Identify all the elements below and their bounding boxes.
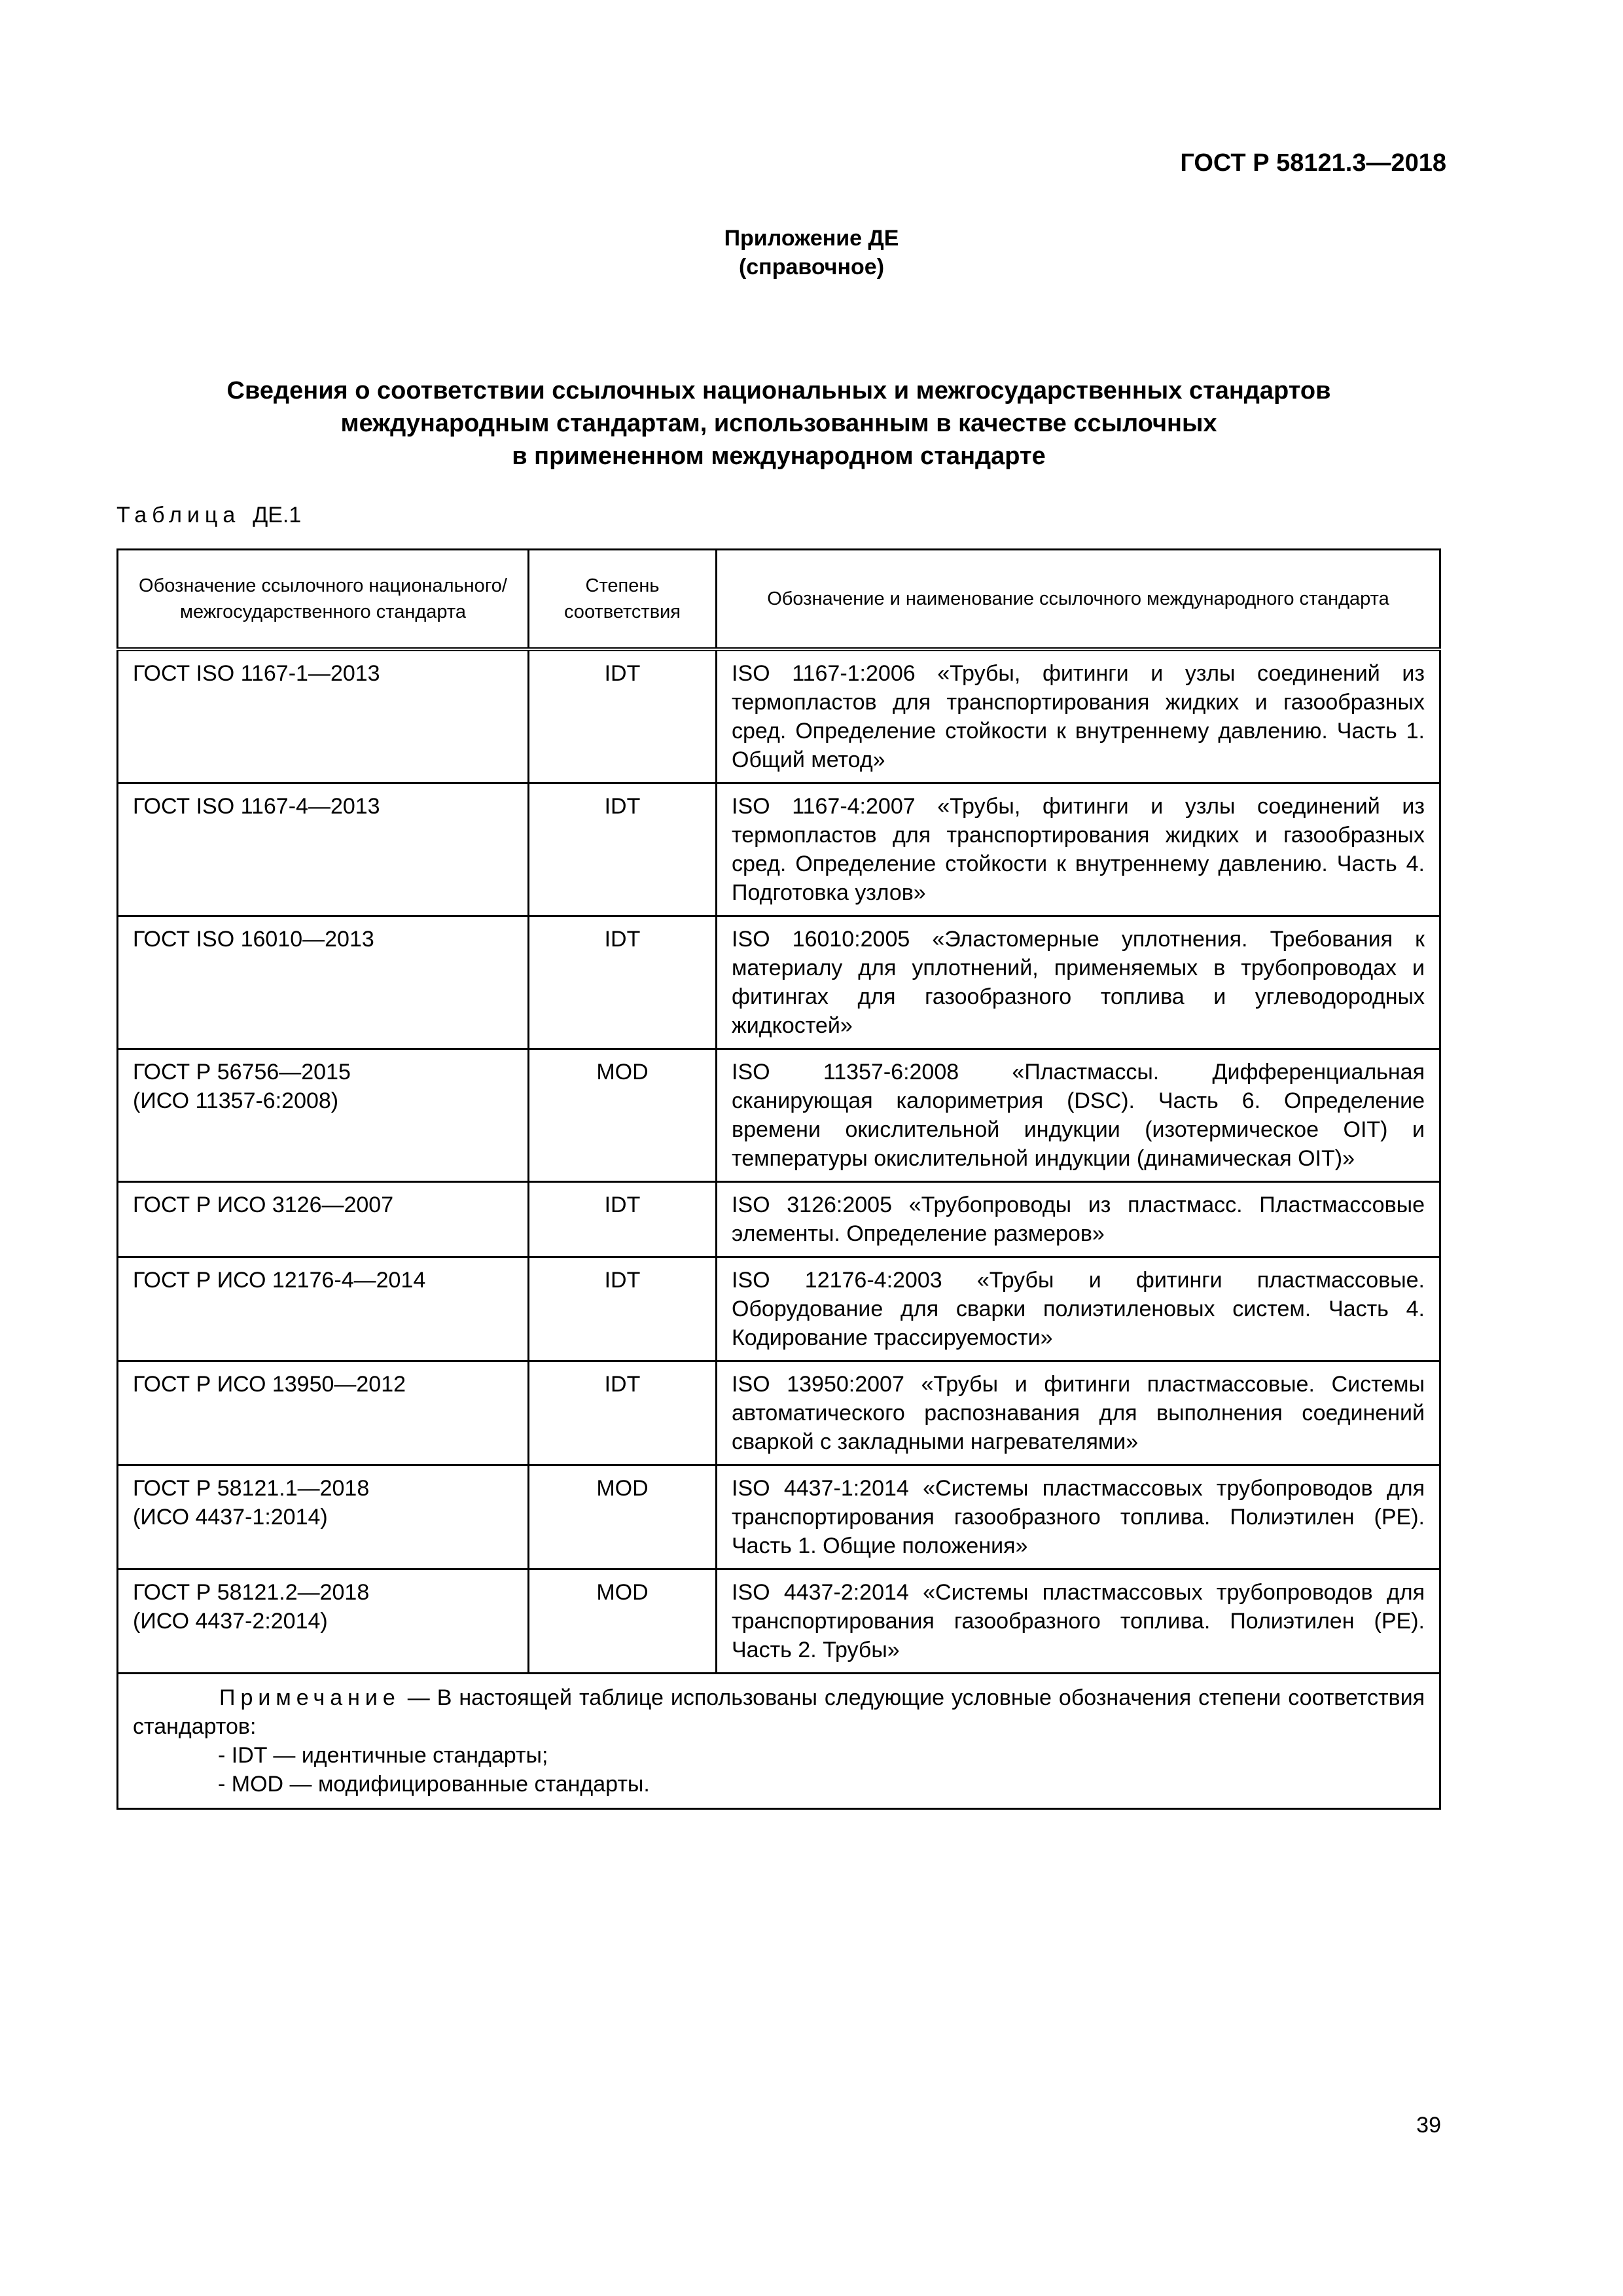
national-standard-line: ГОСТ Р ИСО 3126—2007 [133, 1193, 394, 1217]
title-line: международным стандартам, использованным в качестве ссылочных [340, 410, 1217, 437]
international-standard-cell: ISO 1167-1:2006 «Трубы, фитинги и узлы соединений из термопластов для транспортирования жидких и газообразных сред. Определение стойкости к внутреннему давлению. Часть 1. Общий метод» [717, 649, 1440, 783]
note-item-idt: - IDT — идентичные стандарты; [218, 1743, 548, 1768]
section-title [0, 374, 1558, 473]
degree-cell: MOD [529, 1570, 717, 1674]
national-standard-cell [118, 1465, 529, 1570]
header-degree: Степень соответствия [529, 550, 717, 650]
international-standard-cell: ISO 4437-1:2014 «Системы пластмассовых трубопроводов для транспортирования газообразного топлива. Полиэтилен (PE). Часть 1. Общие положения» [717, 1465, 1440, 1570]
international-standard-cell: ISO 12176-4:2003 «Трубы и фитинги пластмассовые. Оборудование для сварки полиэтиленовых систем. Часть 4. Кодирование трассируемости» [717, 1257, 1440, 1361]
national-standard-line: ГОСТ ISO 16010—2013 [133, 927, 374, 952]
degree-cell: IDT [529, 916, 717, 1049]
national-standard-cell [118, 1182, 529, 1257]
annex-type: (справочное) [738, 255, 885, 279]
degree-cell: IDT [529, 1361, 717, 1465]
standards-table [116, 548, 1441, 1810]
national-standard-line: (ИСО 4437-1:2014) [133, 1505, 328, 1530]
international-standard-cell: ISO 11357-6:2008 «Пластмассы. Дифференциальная сканирующая калориметрия (DSC). Часть 6. Определение времени окислительной индукции (изотермическое OIT) и температуры окислительной индукции (динамическая OIT)» [717, 1049, 1440, 1182]
international-standard-cell: ISO 1167-4:2007 «Трубы, фитинги и узлы соединений из термопластов для транспортирования жидких и газообразных сред. Определение стойкости к внутреннему давлению. Часть 4. Подготовка узлов» [717, 783, 1440, 916]
title-line: Сведения о соответствии ссылочных национальных и межгосударственных стандартов [226, 377, 1331, 404]
table-note-row [118, 1674, 1440, 1809]
national-standard-line: (ИСО 11357-6:2008) [133, 1088, 339, 1113]
table-row [118, 649, 1440, 783]
national-standard-cell [118, 916, 529, 1049]
title-line: в примененном международном стандарте [512, 442, 1046, 470]
table-row [118, 1570, 1440, 1674]
annex-heading [0, 224, 1623, 281]
degree-cell: IDT [529, 649, 717, 783]
note-label: Примечание [219, 1685, 401, 1710]
table-header-row [118, 550, 1440, 650]
national-standard-line: ГОСТ Р 58121.1—2018 [133, 1476, 370, 1501]
national-standard-line: ГОСТ Р ИСО 13950—2012 [133, 1372, 406, 1397]
national-standard-line: ГОСТ Р ИСО 12176-4—2014 [133, 1268, 426, 1293]
table-caption-number: ДЕ.1 [253, 503, 302, 528]
table-row [118, 916, 1440, 1049]
annex-title: Приложение ДЕ [724, 226, 899, 251]
table-row [118, 1257, 1440, 1361]
national-standard-line: (ИСО 4437-2:2014) [133, 1609, 328, 1634]
national-standard-cell [118, 783, 529, 916]
international-standard-cell: ISO 13950:2007 «Трубы и фитинги пластмассовые. Системы автоматического распознавания для выполнения соединений сваркой с закладными нагревателями» [717, 1361, 1440, 1465]
degree-cell: IDT [529, 1257, 717, 1361]
international-standard-cell: ISO 4437-2:2014 «Системы пластмассовых трубопроводов для транспортирования газообразного топлива. Полиэтилен (PE). Часть 2. Трубы» [717, 1570, 1440, 1674]
table-row [118, 783, 1440, 916]
degree-cell: IDT [529, 1182, 717, 1257]
header-national-standard: Обозначение ссылочного национального/межгосударственного стандарта [118, 550, 529, 650]
page-number: 39 [1416, 2113, 1441, 2138]
note-text: — В настоящей таблице использованы следующие условные обозначения степени соответствия стандартов: [133, 1685, 1425, 1739]
national-standard-line: ГОСТ Р 56756—2015 [133, 1060, 351, 1085]
table-caption [116, 503, 301, 528]
national-standard-cell [118, 1049, 529, 1182]
degree-cell: MOD [529, 1465, 717, 1570]
national-standard-cell [118, 1257, 529, 1361]
degree-cell: IDT [529, 783, 717, 916]
degree-cell: MOD [529, 1049, 717, 1182]
national-standard-cell [118, 1570, 529, 1674]
national-standard-line: ГОСТ ISO 1167-1—2013 [133, 661, 380, 686]
national-standard-cell [118, 1361, 529, 1465]
national-standard-line: ГОСТ Р 58121.2—2018 [133, 1580, 370, 1605]
table-row [118, 1182, 1440, 1257]
table-row [118, 1465, 1440, 1570]
national-standard-cell [118, 649, 529, 783]
note-item-mod: - MOD — модифицированные стандарты. [218, 1772, 650, 1797]
document-code: ГОСТ Р 58121.3—2018 [1180, 149, 1446, 177]
international-standard-cell: ISO 16010:2005 «Эластомерные уплотнения. Требования к материалу для уплотнений, применяемых в трубопроводах и фитингах для газообразного топлива и углеводородных жидкостей» [717, 916, 1440, 1049]
table-row [118, 1361, 1440, 1465]
international-standard-cell: ISO 3126:2005 «Трубопроводы из пластмасс. Пластмассовые элементы. Определение размеров» [717, 1182, 1440, 1257]
table-caption-label: Таблица [116, 503, 241, 528]
header-international-standard: Обозначение и наименование ссылочного международного стандарта [717, 550, 1440, 650]
national-standard-line: ГОСТ ISO 1167-4—2013 [133, 794, 380, 819]
table-note [118, 1674, 1440, 1809]
table-row [118, 1049, 1440, 1182]
